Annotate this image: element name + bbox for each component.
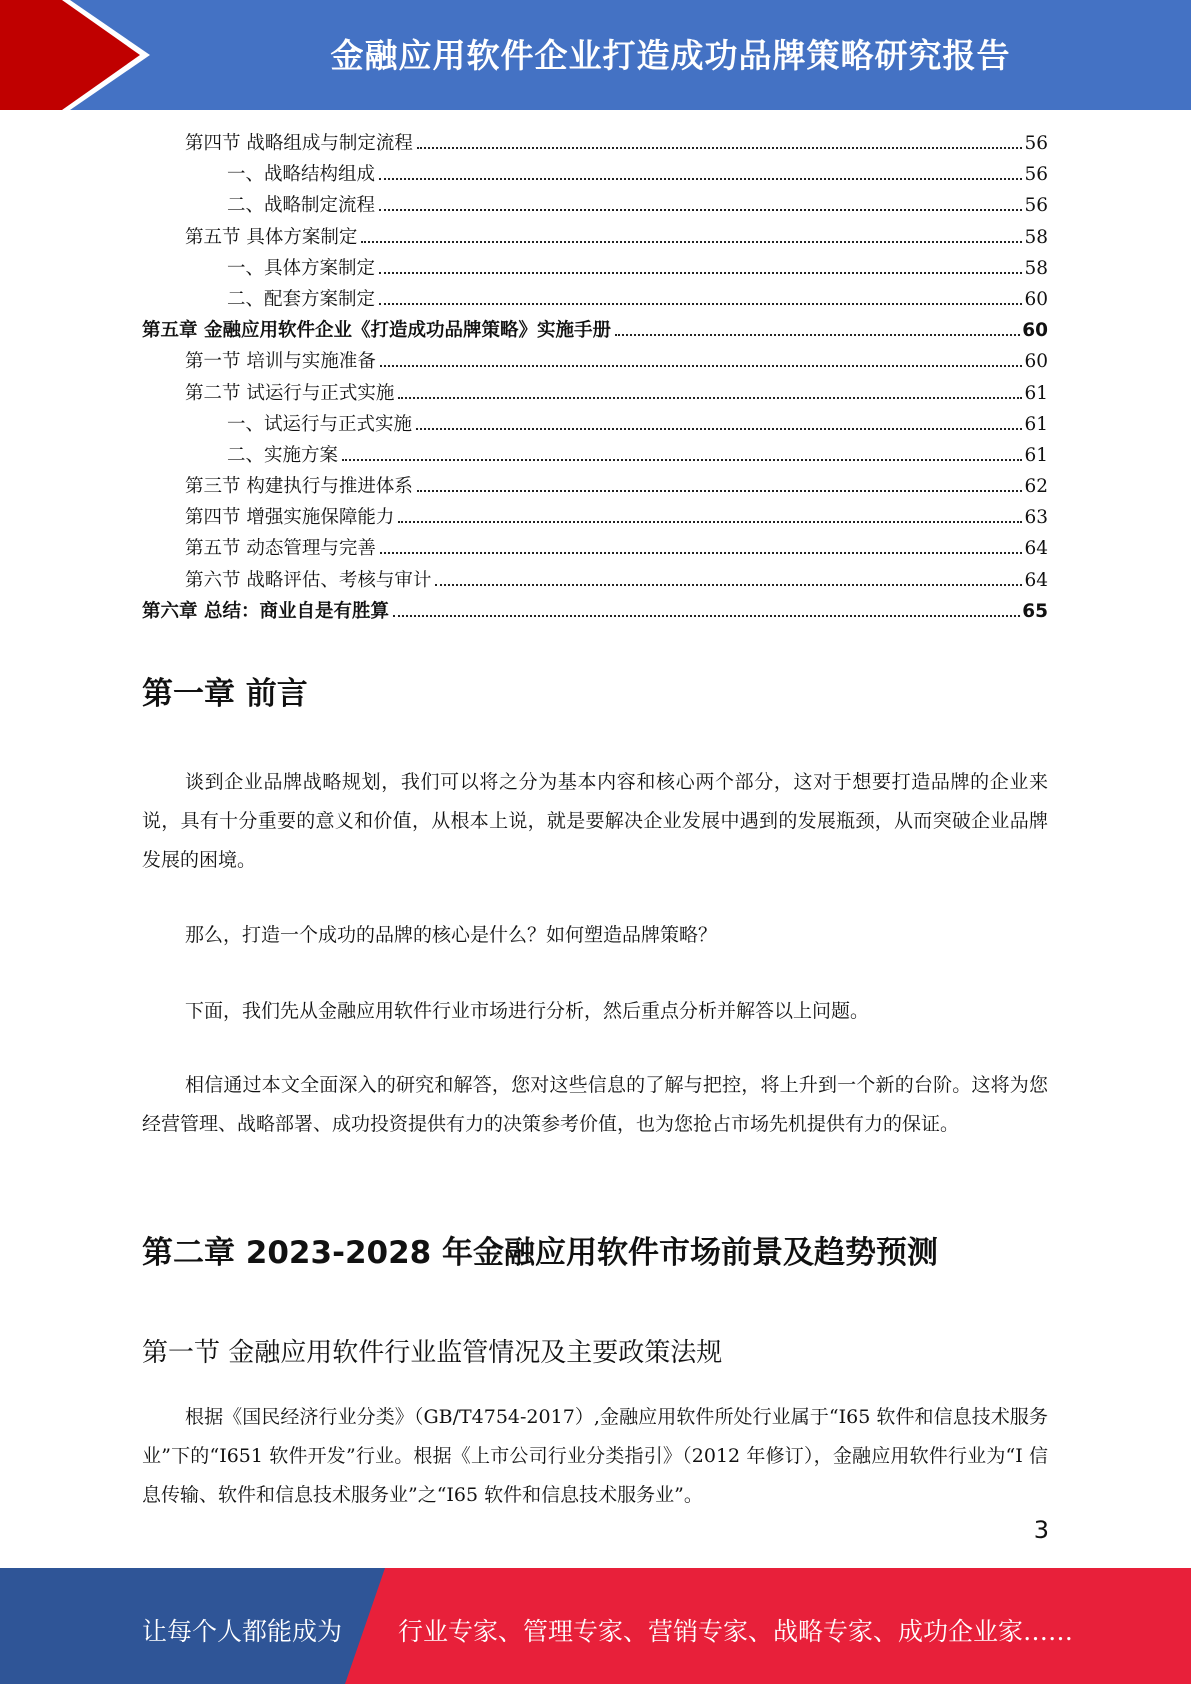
toc-leader-dots <box>379 178 1022 180</box>
header-title: 金融应用软件企业打造成功品牌策略研究报告 <box>330 36 1011 75</box>
toc-entry-page: 56 <box>1024 195 1048 217</box>
toc-leader-dots <box>417 490 1023 492</box>
toc-entry-label: 一、战略结构组成 <box>227 164 376 186</box>
toc-leader-dots <box>380 365 1023 367</box>
toc-leader-dots <box>361 241 1022 243</box>
toc-leader-dots <box>342 459 1022 461</box>
toc-entry-page: 61 <box>1024 444 1048 466</box>
section-1-title: 第一节 金融应用软件行业监管情况及主要政策法规 <box>142 1338 723 1368</box>
toc-entry-page: 58 <box>1024 257 1048 279</box>
toc-entry-page: 64 <box>1024 538 1048 560</box>
toc-entry-label: 第二节 试运行与正式实施 <box>185 382 395 404</box>
toc-entry-label: 二、实施方案 <box>227 444 339 466</box>
toc-entry-label: 第五节 动态管理与完善 <box>185 538 376 560</box>
toc-entry[interactable] <box>142 502 1048 533</box>
toc-entry[interactable] <box>142 471 1048 502</box>
toc-leader-dots <box>398 521 1022 523</box>
toc-entry[interactable] <box>142 159 1048 190</box>
toc-leader-dots <box>398 397 1022 399</box>
toc-entry-label: 第四节 增强实施保障能力 <box>185 507 395 529</box>
toc-entry-label: 第五章 金融应用软件企业《打造成功品牌策略》实施手册 <box>142 320 611 342</box>
toc-entry-page: 60 <box>1022 320 1048 342</box>
chapter-1-title: 第一章 前言 <box>142 676 308 712</box>
page-header <box>0 0 1191 110</box>
table-of-contents <box>142 128 1048 627</box>
toc-entry[interactable] <box>142 222 1048 253</box>
chapter-1-paragraph-1: 谈到企业品牌战略规划，我们可以将之分为基本内容和核心两个部分，这对于想要打造品牌的企业来说，具有十分重要的意义和价值，从根本上说，就是要解决企业发展中遇到的发展瓶颈，从而突破企业品牌发展的困境。 <box>142 771 1048 871</box>
toc-entry-label: 二、配套方案制定 <box>227 288 376 310</box>
toc-entry-page: 62 <box>1024 476 1048 498</box>
chapter-2-title: 第二章 2023-2028 年金融应用软件市场前景及趋势预测 <box>142 1235 939 1271</box>
toc-entry[interactable] <box>142 190 1048 221</box>
toc-leader-dots <box>417 147 1023 149</box>
toc-leader-dots <box>416 428 1022 430</box>
toc-entry-page: 60 <box>1024 351 1048 373</box>
toc-entry-page: 61 <box>1024 413 1048 435</box>
page-footer <box>0 1568 1191 1684</box>
toc-entry-page: 64 <box>1024 569 1048 591</box>
chapter-1-paragraph-3: 下面，我们先从金融应用软件行业市场进行分析，然后重点分析并解答以上问题。 <box>185 1000 870 1022</box>
toc-entry[interactable] <box>142 253 1048 284</box>
toc-entry[interactable] <box>142 378 1048 409</box>
toc-leader-dots <box>615 334 1020 336</box>
toc-entry[interactable] <box>142 533 1048 564</box>
toc-entry[interactable] <box>142 565 1048 596</box>
page-number: 3 <box>1033 1516 1049 1544</box>
toc-entry[interactable] <box>142 128 1048 159</box>
footer-slogan-right: 行业专家、管理专家、营销专家、战略专家、成功企业家…… <box>398 1617 1074 1646</box>
toc-entry[interactable] <box>142 440 1048 471</box>
toc-leader-dots <box>379 209 1022 211</box>
chapter-1-paragraph-4: 相信通过本文全面深入的研究和解答，您对这些信息的了解与把控，将上升到一个新的台阶。这将为您经营管理、战略部署、成功投资提供有力的决策参考价值，也为您抢占市场先机提供有力的保证。 <box>142 1074 1048 1135</box>
toc-entry-label: 第六节 战略评估、考核与审计 <box>185 569 432 591</box>
toc-leader-dots <box>435 584 1022 586</box>
toc-entry-page: 61 <box>1024 382 1048 404</box>
toc-entry-label: 第五节 具体方案制定 <box>185 226 358 248</box>
toc-entry-label: 第一节 培训与实施准备 <box>185 351 376 373</box>
toc-leader-dots <box>380 552 1023 554</box>
toc-entry-label: 一、试运行与正式实施 <box>227 413 413 435</box>
toc-leader-dots <box>379 272 1022 274</box>
chapter-1-paragraph-2: 那么，打造一个成功的品牌的核心是什么？如何塑造品牌策略？ <box>185 924 718 946</box>
toc-entry-label: 一、具体方案制定 <box>227 257 376 279</box>
toc-entry-label: 第三节 构建执行与推进体系 <box>185 476 413 498</box>
footer-slogan-left: 让每个人都能成为 <box>142 1617 343 1646</box>
toc-entry-page: 65 <box>1022 600 1048 622</box>
section-1-paragraph: 根据《国民经济行业分类》（GB/T4754-2017）,金融应用软件所处行业属于“I65 软件和信息技术服务业”下的“I651 软件开发”行业。根据《上市公司行业分类指引》（2012 年修订），金融应用软件行业为“I 信息传输、软件和信息技术服务业”之“I65 软件和信息技术服务业”。 <box>142 1406 1048 1506</box>
toc-entry-page: 56 <box>1024 133 1048 154</box>
toc-entry-label: 第四节 战略组成与制定流程 <box>185 133 413 154</box>
toc-entry-page: 56 <box>1024 164 1048 186</box>
toc-entry-label: 二、战略制定流程 <box>227 195 376 217</box>
toc-entry[interactable] <box>142 315 1048 346</box>
toc-entry-page: 58 <box>1024 226 1048 248</box>
toc-entry[interactable] <box>142 284 1048 315</box>
toc-entry-page: 60 <box>1024 288 1048 310</box>
toc-entry[interactable] <box>142 409 1048 440</box>
toc-entry[interactable] <box>142 596 1048 627</box>
toc-leader-dots <box>379 303 1022 305</box>
toc-entry-page: 63 <box>1024 507 1048 529</box>
toc-entry-label: 第六章 总结：商业自是有胜算 <box>142 600 389 622</box>
toc-leader-dots <box>393 615 1020 617</box>
toc-entry[interactable] <box>142 346 1048 377</box>
